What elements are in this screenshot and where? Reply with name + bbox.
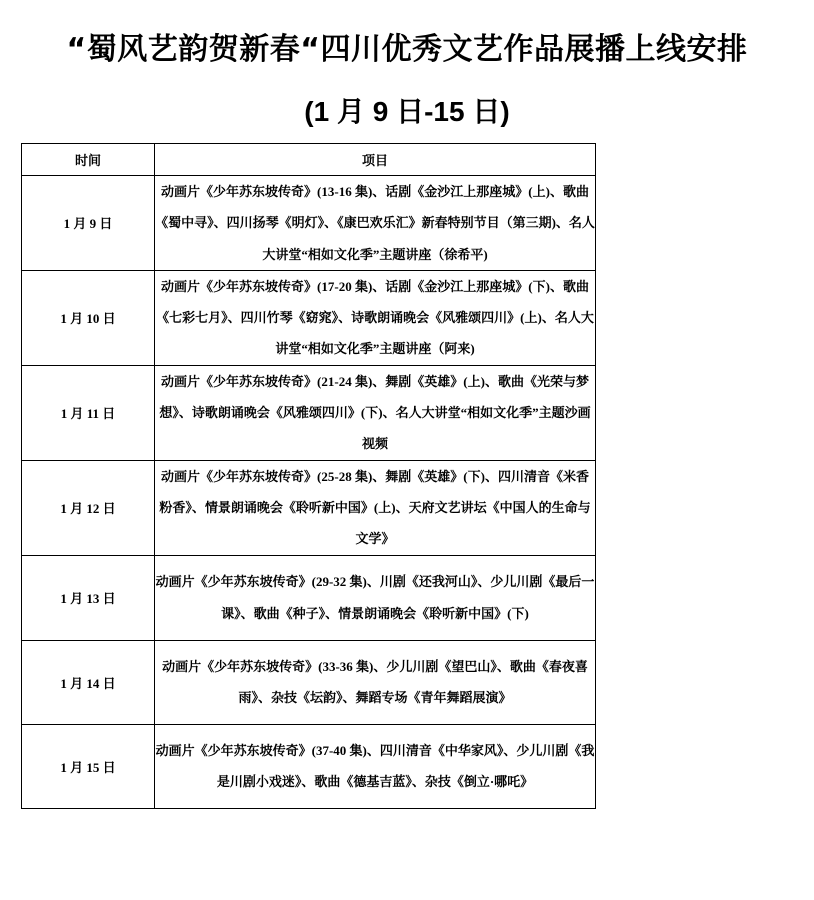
row-items: 动画片《少年苏东坡传奇》(13-16 集)、话剧《金沙江上那座城》(上)、歌曲《蜀中寻》、四川扬琴《明灯》、《康巴欢乐汇》新春特别节目（第三期)、名人大讲堂“相如文化季”主题讲座（徐希平) [155, 176, 596, 271]
row-items: 动画片《少年苏东坡传奇》(29-32 集)、川剧《还我河山》、少儿川剧《最后一课》、歌曲《种子》、情景朗诵晚会《聆听新中国》(下) [155, 555, 596, 640]
row-items: 动画片《少年苏东坡传奇》(25-28 集)、舞剧《英雄》(下)、四川清音《米香粉香》、情景朗诵晚会《聆听新中国》(上)、天府文艺讲坛《中国人的生命与文学》 [155, 460, 596, 555]
table-row [22, 555, 596, 640]
row-date: 1 月 15 日 [22, 724, 155, 808]
row-date: 1 月 11 日 [22, 365, 155, 460]
row-date: 1 月 10 日 [22, 270, 155, 365]
table-row [22, 270, 596, 365]
page-title: “蜀风艺韵贺新春“四川优秀文艺作品展播上线安排 [66, 32, 748, 67]
row-date: 1 月 14 日 [22, 640, 155, 724]
row-items: 动画片《少年苏东坡传奇》(17-20 集)、话剧《金沙江上那座城》(下)、歌曲《七彩七月》、四川竹琴《窈窕》、诗歌朗诵晚会《风雅颂四川》(上)、名人大讲堂“相如文化季”主题讲座（阿来) [155, 270, 596, 365]
row-items: 动画片《少年苏东坡传奇》(37-40 集)、四川清音《中华家风》、少儿川剧《我是川剧小戏迷》、歌曲《德基吉蓝》、杂技《倒立·哪吒》 [155, 724, 596, 808]
row-items: 动画片《少年苏东坡传奇》(21-24 集)、舞剧《英雄》(上)、歌曲《光荣与梦想》、诗歌朗诵晚会《风雅颂四川》(下)、名人大讲堂“相如文化季”主题沙画视频 [155, 365, 596, 460]
table-row [22, 724, 596, 808]
header-items: 项目 [155, 144, 596, 176]
date-range-subtitle: (1 月 9 日-15 日) [304, 96, 510, 127]
table-row [22, 176, 596, 271]
schedule-table [21, 143, 596, 809]
table-header-row [22, 144, 596, 176]
table-row [22, 365, 596, 460]
row-date: 1 月 13 日 [22, 555, 155, 640]
row-date: 1 月 12 日 [22, 460, 155, 555]
row-items: 动画片《少年苏东坡传奇》(33-36 集)、少儿川剧《望巴山》、歌曲《春夜喜雨》、杂技《坛韵》、舞蹈专场《青年舞蹈展演》 [155, 640, 596, 724]
table-row [22, 460, 596, 555]
header-time: 时间 [22, 144, 155, 176]
table-row [22, 640, 596, 724]
row-date: 1 月 9 日 [22, 176, 155, 271]
